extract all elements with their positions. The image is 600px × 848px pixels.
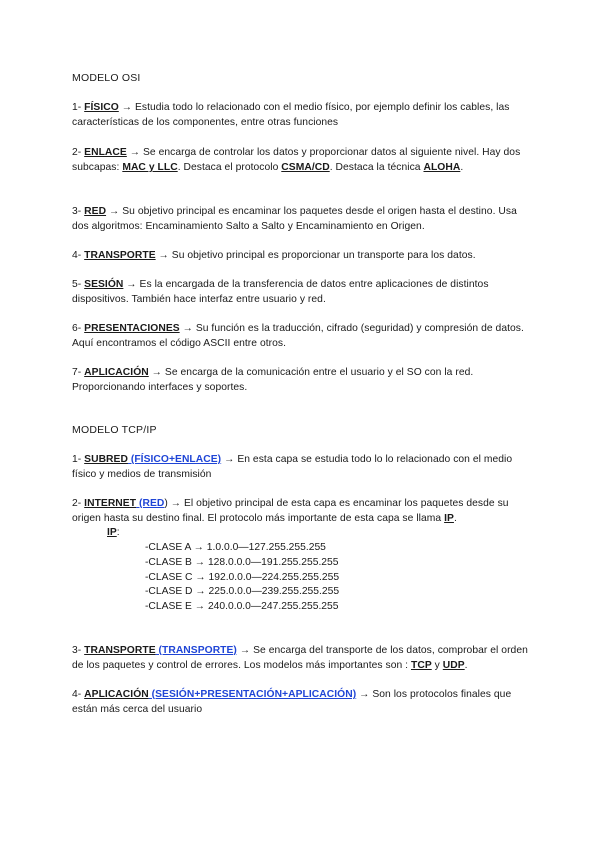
osi-layer-1 (72, 100, 532, 130)
layer-name: ENLACE (84, 147, 127, 158)
tcpip-layer-1 (72, 452, 532, 482)
layer-number: 1- (72, 102, 85, 113)
ip-term: IP (444, 513, 454, 525)
layer-name: APLICACIÓN (84, 367, 149, 378)
layer-number: 7- (72, 367, 85, 378)
osi-layer-3 (72, 204, 532, 234)
udp-term: UDP (442, 660, 465, 672)
osi-layer-5 (72, 277, 532, 307)
layer-description-3: . Destaca la técnica (329, 162, 424, 174)
osi-layer-7 (72, 365, 532, 395)
layer-number: 4- (72, 250, 85, 261)
layer-description-4: . (460, 162, 464, 174)
layer-number: 6- (72, 323, 85, 334)
aloha-term: ALOHA (423, 162, 461, 174)
osi-title: MODELO OSI (72, 72, 141, 84)
csma-cd-term: CSMA/CD (281, 162, 330, 174)
layer-name: SUBRED (84, 454, 128, 465)
layer-description: → Se encarga de la comunicación entre el usuario y el SO con la red. Proporcionando interfaces y soportes. (72, 367, 474, 394)
layer-name: INTERNET (84, 498, 137, 509)
layer-description: → Estudia todo lo relacionado con el medio físico, por ejemplo definir los cables, las características de los componentes, entre otras funciones (72, 102, 510, 129)
ip-class-c: -CLASE C → 192.0.0.0—224.255.255.255 (145, 572, 340, 583)
ip-class-d: -CLASE D → 225.0.0.0—239.255.255.255 (145, 586, 340, 597)
osi-equivalent: (FÍSICO+ENLACE) (127, 454, 222, 465)
ip-subheading (107, 527, 120, 538)
tcpip-layer-3 (72, 643, 532, 673)
osi-equivalent: (SESIÓN+PRESENTACIÓN+APLICACIÓN) (148, 689, 357, 700)
paren-close: ) (164, 498, 168, 509)
layer-description-2: . Destaca el protocolo (177, 162, 282, 174)
layer-description: → En esta capa se estudia todo lo lo relacionado con el medio físico y medios de transmisión (72, 454, 513, 481)
layer-description: → Su función es la traducción, cifrado (seguridad) y compresión de datos. Aquí encontramos el código ASCII entre otros. (72, 323, 524, 350)
tcp-term: TCP (411, 660, 432, 672)
ip-class-e: -CLASE E → 240.0.0.0—247.255.255.255 (145, 601, 339, 612)
ip-colon: : (116, 527, 120, 538)
ip-label: IP (107, 527, 117, 538)
layer-number: 1- (72, 454, 85, 465)
layer-number: 2- (72, 498, 85, 509)
layer-description-2: y (431, 660, 443, 672)
layer-name: SESIÓN (84, 279, 124, 290)
osi-equivalent: (RED (136, 498, 165, 509)
osi-layer-2 (72, 145, 532, 175)
osi-layer-6 (72, 321, 532, 351)
layer-number: 4- (72, 689, 85, 700)
osi-equivalent: (TRANSPORTE) (155, 645, 237, 656)
mac-llc-term: MAC y LLC (122, 162, 178, 174)
layer-description: → Su objetivo principal es proporcionar un transporte para los datos. (155, 250, 476, 261)
layer-description: → Es la encargada de la transferencia de datos entre aplicaciones de distintos dispositivos. También hace interfaz entre usuario y red. (72, 279, 489, 306)
layer-description: → Se encarga del transporte de los datos, comprobar el orden de los paquetes y control de errores. Los modelos más importantes son : (72, 645, 528, 672)
layer-name: RED (84, 206, 107, 217)
layer-description-3: . (464, 660, 468, 672)
layer-name: TRANSPORTE (84, 645, 156, 656)
layer-description-2: . (453, 513, 457, 525)
layer-number: 2- (72, 147, 85, 158)
tcpip-title: MODELO TCP/IP (72, 424, 157, 436)
osi-layer-4 (72, 248, 532, 263)
tcpip-layer-2 (72, 496, 532, 526)
layer-description: → Su objetivo principal es encaminar los paquetes desde el origen hasta el destino. Usa dos algoritmos: Encaminamiento Salto a Salto y Encaminamiento en Origen. (72, 206, 517, 233)
layer-number: 3- (72, 206, 85, 217)
layer-description: → Son los protocolos finales que están más cerca del usuario (72, 689, 512, 716)
layer-number: 3- (72, 645, 85, 656)
layer-name: PRESENTACIONES (84, 323, 180, 334)
layer-name: FÍSICO (84, 102, 119, 113)
layer-description: → Se encarga de controlar los datos y proporcionar datos al siguiente nivel. Hay dos subcapas: (72, 147, 521, 174)
tcpip-layer-4 (72, 687, 532, 717)
layer-description: → El objetivo principal de esta capa es encaminar los paquetes desde su origen hasta su destino final. El protocolo más importante de esta capa se llama (72, 498, 509, 525)
layer-number: 5- (72, 279, 85, 290)
ip-class-b: -CLASE B → 128.0.0.0—191.255.255.255 (145, 557, 339, 568)
layer-name: APLICACIÓN (84, 689, 149, 700)
layer-name: TRANSPORTE (84, 250, 156, 261)
ip-class-a: -CLASE A → 1.0.0.0—127.255.255.255 (145, 542, 326, 553)
